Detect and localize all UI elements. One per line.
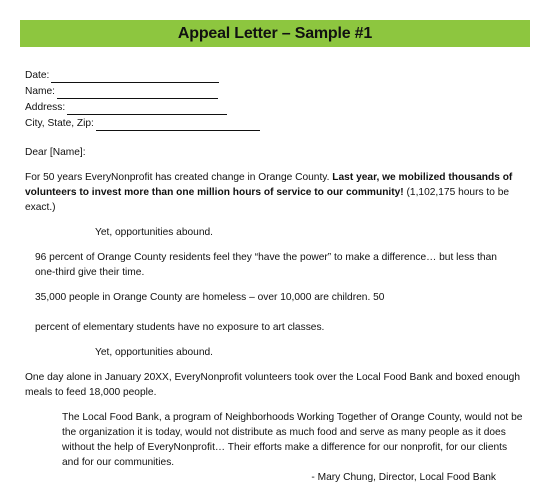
intro-start: For 50 years EveryNonprofit has created change in Orange County. xyxy=(25,172,333,183)
art-paragraph: percent of elementary students have no exposure to art classes. xyxy=(35,322,325,333)
intro-bold: Last year, we mobilized thousands of volunteers to invest more than one million hours of service to our community! xyxy=(25,172,513,198)
address-field[interactable] xyxy=(25,99,525,115)
title-banner xyxy=(20,20,530,47)
city-field[interactable] xyxy=(25,115,525,131)
opportunities-line-2: Yet, opportunities abound. xyxy=(95,347,214,358)
name-field[interactable] xyxy=(25,83,525,99)
opportunities-line-1: Yet, opportunities abound. xyxy=(95,227,214,238)
date-blank[interactable] xyxy=(51,72,219,83)
date-label: Date: xyxy=(25,70,50,81)
document-title: Appeal Letter – Sample #1 xyxy=(177,24,373,42)
residents-paragraph: 96 percent of Orange County residents feel they “have the power” to make a difference… but less than one-third give their time. xyxy=(35,252,497,278)
city-label: City, State, Zip: xyxy=(25,118,94,129)
homeless-paragraph: 35,000 people in Orange County are homeless – over 10,000 are children. 50 xyxy=(35,292,385,303)
signature: - Mary Chung, Director, Local Food Bank xyxy=(311,472,496,483)
address-blank[interactable] xyxy=(67,104,227,115)
salutation: Dear [Name]: xyxy=(25,147,86,158)
city-blank[interactable] xyxy=(96,120,260,131)
name-label: Name: xyxy=(25,86,56,97)
food-bank-paragraph: One day alone in January 20XX, EveryNonprofit volunteers took over the Local Food Bank and boxed enough meals to feed 18,000 people. xyxy=(25,372,520,398)
name-blank[interactable] xyxy=(57,88,218,99)
intro-paragraph xyxy=(25,170,525,215)
letter-body xyxy=(25,67,525,485)
address-label: Address: xyxy=(25,102,66,113)
testimonial-quote: The Local Food Bank, a program of Neighborhoods Working Together of Orange County, would not be the organization it is today, would not distribute as much food and serve as many people as it does without the help of EveryNonprofit… Their efforts make a difference for our nonprofit, for our clients and for our communities. xyxy=(62,412,523,468)
intro-end: (1,102,175 hours to be exact.) xyxy=(25,187,510,213)
date-field[interactable] xyxy=(25,67,525,83)
